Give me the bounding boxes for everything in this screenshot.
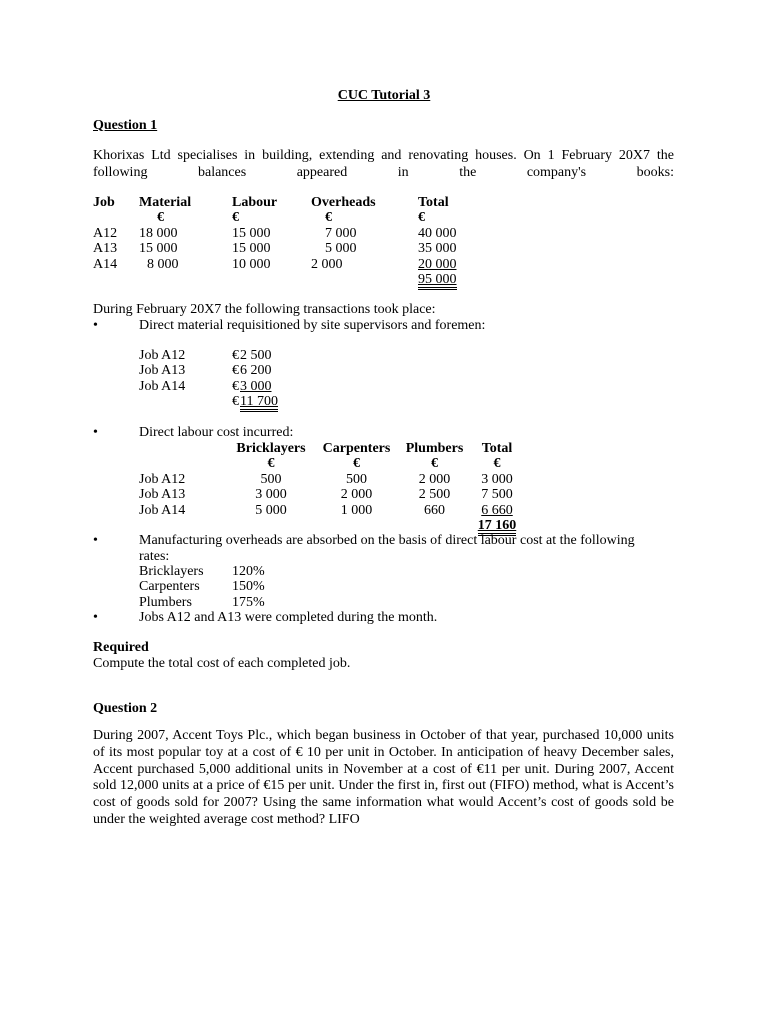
table-row [139,503,528,518]
total-value: 35 000 [418,241,457,257]
material-total: 11 700 [240,394,278,412]
bricklayers-value: 5 000 [255,502,287,518]
job-id: A12 [93,225,118,241]
question-2-text: During 2007, Accent Toys Plc., which began business in October of that year, purchased 10,000 units of its most popular toy at a cost of € 10 per unit in October. In anticipation of heavy December sales, Accent purchased 5,000 additional units in November at a cost of €11 per unit. During 2007, Accent sold 12,000 units at a price of €15 per unit. Under the first in, first out (FIFO) method, what is Accent’s cost of goods sold for 2007? Using the same information what would Accent’s cost of goods sold be under the weighted average cost method? LIFO [93,728,674,827]
direct-material-table [139,348,290,410]
rate-value: 175% [232,594,265,610]
total-value: 40 000 [418,225,457,241]
material-value: 15 000 [139,241,178,257]
total-value: 20 000 [418,256,457,272]
job-label: Job A12 [139,348,186,363]
currency-symbol: € [232,363,239,379]
table-header-row [93,195,478,210]
opening-balances-table [93,195,478,287]
total-row [139,394,290,409]
material-value: 8 000 [147,256,179,272]
page-title: CUC Tutorial 3 [337,88,431,103]
trade-label: Bricklayers [139,564,204,579]
bricklayers-value: 3 000 [255,487,287,503]
labour-grand-total: 17 160 [478,518,517,536]
total-value: 6 660 [481,502,513,518]
currency-symbol: € [232,210,239,226]
currency-symbol: € [418,210,425,226]
labour-value: 10 000 [232,256,271,272]
question-2-heading: Question 2 [93,701,158,716]
currency-row [93,210,478,225]
labour-value: 15 000 [232,225,271,241]
job-label: Job A12 [139,471,186,487]
column-header-total: Total [418,195,449,210]
table-row [139,363,290,378]
rate-value: 150% [232,579,265,595]
table-row [139,472,528,487]
direct-labour-table [139,441,528,533]
table-row [139,487,528,502]
job-label: Job A13 [139,363,186,379]
currency-symbol: € [431,456,438,472]
currency-symbol: € [157,210,164,226]
job-label: Job A13 [139,487,186,503]
trade-label: Carpenters [139,579,200,595]
trade-label: Plumbers [139,594,192,610]
carpenters-value: 1 000 [340,502,373,518]
job-id: A13 [93,241,118,257]
currency-symbol: € [232,348,239,363]
overheads-value: 2 000 [311,256,343,272]
plumbers-value: 660 [424,502,445,518]
rate-value: 120% [232,564,265,579]
table-row [139,595,282,610]
material-amount: 6 200 [240,363,272,379]
column-header-carpenters: Carpenters [322,441,391,456]
carpenters-value: 2 000 [340,487,373,503]
bullet-completed-text: Jobs A12 and A13 were completed during the month. [139,610,438,625]
bullet-icon: • [93,610,98,625]
table-row [139,348,290,363]
transactions-intro: During February 20X7 the following transactions took place: [93,302,436,317]
bullet-labour-text: Direct labour cost incurred: [139,425,294,440]
total-value: 7 500 [481,487,513,503]
table-row [139,379,290,394]
total-value: 3 000 [481,471,513,487]
column-header-overheads: Overheads [311,195,376,210]
question-1-heading: Question 1 [93,118,158,133]
plumbers-value: 2 000 [418,471,451,487]
bullet-overheads-text-cont: rates: [139,549,170,564]
material-value: 18 000 [139,225,178,241]
overhead-rates-table [139,564,282,610]
job-label: Job A14 [139,378,186,394]
table-row [139,564,282,579]
carpenters-value: 500 [346,471,367,487]
table-row [93,257,478,272]
currency-row [139,456,528,471]
currency-symbol: € [267,456,275,472]
table-row [93,226,478,241]
table-header-row [139,441,528,456]
required-heading: Required [93,640,149,655]
column-header-job: Job [93,195,115,210]
grand-total-row [93,272,478,287]
currency-symbol: € [353,456,360,472]
material-amount: 3 000 [240,378,272,394]
labour-value: 15 000 [232,241,271,257]
currency-symbol: € [232,394,239,410]
column-header-material: Material [139,195,192,210]
column-header-bricklayers: Bricklayers [236,441,306,456]
overheads-value: 7 000 [325,225,357,241]
overheads-value: 5 000 [325,241,357,257]
required-text: Compute the total cost of each completed job. [93,656,351,671]
column-header-plumbers: Plumbers [405,441,464,456]
currency-symbol: € [493,456,501,472]
job-label: Job A14 [139,502,186,518]
bullet-icon: • [93,533,98,548]
material-amount: 2 500 [240,348,272,363]
plumbers-value: 2 500 [418,487,451,503]
bullet-material-text: Direct material requisitioned by site supervisors and foremen: [139,318,486,333]
column-header-labour: Labour [232,195,278,210]
bullet-overheads-text: Manufacturing overheads are absorbed on the basis of direct labour cost at the following [139,533,635,548]
currency-symbol: € [325,210,332,226]
column-header-total: Total [481,441,513,456]
currency-symbol: € [232,378,239,394]
bricklayers-value: 500 [260,471,282,487]
table-row [93,241,478,256]
grand-total-row [139,518,528,533]
question-1-intro: Khorixas Ltd specialises in building, extending and renovating houses. On 1 February 20X7 the following balances appeared in the company's books: [93,148,674,180]
bullet-icon: • [93,318,98,333]
grand-total: 95 000 [418,272,457,290]
table-row [139,579,282,594]
job-id: A14 [93,256,118,272]
bullet-icon: • [93,425,98,440]
